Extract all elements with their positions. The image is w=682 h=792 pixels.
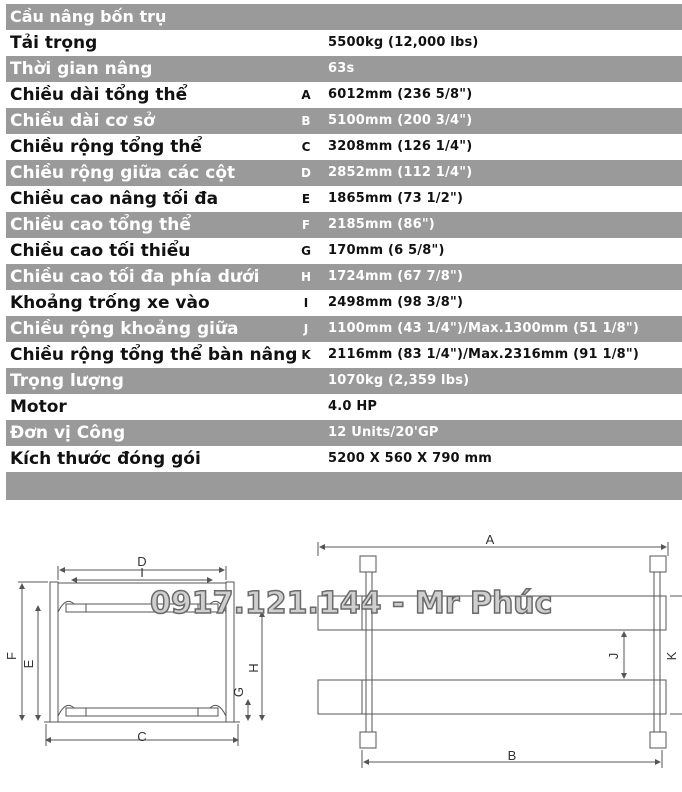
label-c: C	[137, 729, 147, 744]
table-row	[6, 186, 682, 212]
spec-table	[6, 4, 682, 472]
spec-value: 12 Units/20'GP	[328, 425, 439, 440]
table-row	[6, 394, 682, 420]
spec-code: D	[301, 166, 311, 180]
spec-label: Thời gian nâng	[10, 59, 153, 79]
spec-value: 2116mm (83 1/4")/Max.2316mm (91 1/8")	[328, 347, 640, 362]
spec-value: 5500kg (12,000 lbs)	[328, 35, 479, 50]
table-row	[6, 316, 682, 342]
label-d: D	[137, 554, 147, 569]
table-row	[6, 420, 682, 446]
table-title-row	[6, 4, 682, 30]
top-view	[318, 542, 682, 768]
spec-value: 1724mm (67 7/8")	[328, 269, 464, 284]
spec-label: Chiều cao nâng tối đa	[10, 189, 219, 209]
spec-value: 5200 X 560 X 790 mm	[328, 451, 493, 466]
spec-label: Trọng lượng	[10, 371, 124, 391]
table-row	[6, 290, 682, 316]
spec-code: F	[301, 218, 311, 232]
label-j: J	[606, 652, 621, 660]
label-e: E	[21, 659, 36, 669]
table-row	[6, 82, 682, 108]
table-row	[6, 134, 682, 160]
table-row	[6, 238, 682, 264]
table-row	[6, 342, 682, 368]
spec-code: H	[300, 270, 312, 284]
spec-label: Chiều rộng giữa các cột	[10, 163, 236, 183]
spec-label: Đơn vị Công	[10, 423, 126, 443]
table-title: Cầu nâng bốn trụ	[10, 7, 167, 26]
spec-value: 1070kg (2,359 lbs)	[328, 373, 470, 388]
spec-value: 4.0 HP	[328, 399, 378, 414]
label-b: B	[507, 748, 517, 763]
spec-value: 170mm (6 5/8")	[328, 243, 445, 258]
label-k: K	[664, 651, 679, 661]
spec-code: B	[301, 114, 311, 128]
bottom-runway	[318, 680, 666, 714]
spec-code: E	[301, 192, 311, 206]
table-row	[6, 212, 682, 238]
table-row	[6, 264, 682, 290]
table-row	[6, 56, 682, 82]
spec-label: Chiều cao tổng thể	[10, 215, 191, 235]
spec-label: Kích thước đóng gói	[10, 449, 201, 469]
table-row	[6, 446, 682, 472]
table-row	[6, 160, 682, 186]
phone-watermark: 0917.121.144 - Mr Phúc	[150, 586, 553, 621]
spec-code: J	[303, 322, 309, 336]
lower-runway	[66, 708, 218, 716]
spec-label: Chiều cao tối thiểu	[10, 241, 191, 261]
spec-label: Chiều rộng tổng thể bàn nâng	[10, 345, 298, 365]
spec-label: Motor	[10, 397, 67, 417]
spec-code: A	[301, 88, 311, 102]
spec-value: 5100mm (200 3/4")	[328, 113, 473, 128]
spec-value: 6012mm (236 5/8")	[328, 87, 473, 102]
label-a: A	[485, 532, 495, 547]
spec-label: Khoảng trống xe vào	[10, 293, 210, 313]
spec-code: C	[301, 140, 311, 154]
spec-label: Chiều rộng tổng thể	[10, 137, 202, 157]
spec-label: Chiều dài cơ sở	[10, 111, 155, 131]
spec-label: Chiều cao tối đa phía dưới	[10, 267, 260, 287]
spec-code: I	[303, 296, 309, 310]
spec-value: 2498mm (98 3/8")	[328, 295, 464, 310]
table-row	[6, 30, 682, 56]
spec-value: 2852mm (112 1/4")	[328, 165, 473, 180]
spec-label: Chiều dài tổng thể	[10, 85, 188, 105]
spec-code: K	[301, 348, 311, 362]
spec-label: Tải trọng	[10, 33, 98, 53]
table-row	[6, 368, 682, 394]
spec-value: 1865mm (73 1/2")	[328, 191, 464, 206]
spec-value: 2185mm (86")	[328, 217, 435, 232]
label-i: I	[140, 565, 144, 580]
left-post	[50, 582, 58, 722]
label-f: F	[4, 652, 19, 660]
spec-label: Chiều rộng khoảng giữa	[10, 319, 239, 339]
spec-value: 3208mm (126 1/4")	[328, 139, 473, 154]
lift-diagram	[0, 520, 682, 792]
spec-value: 63s	[328, 61, 355, 76]
label-g: G	[231, 686, 246, 698]
spec-value: 1100mm (43 1/4")/Max.1300mm (51 1/8")	[328, 321, 640, 336]
label-h: H	[246, 663, 261, 673]
table-row	[6, 108, 682, 134]
spec-code: G	[301, 244, 311, 258]
footer-band	[6, 472, 682, 500]
